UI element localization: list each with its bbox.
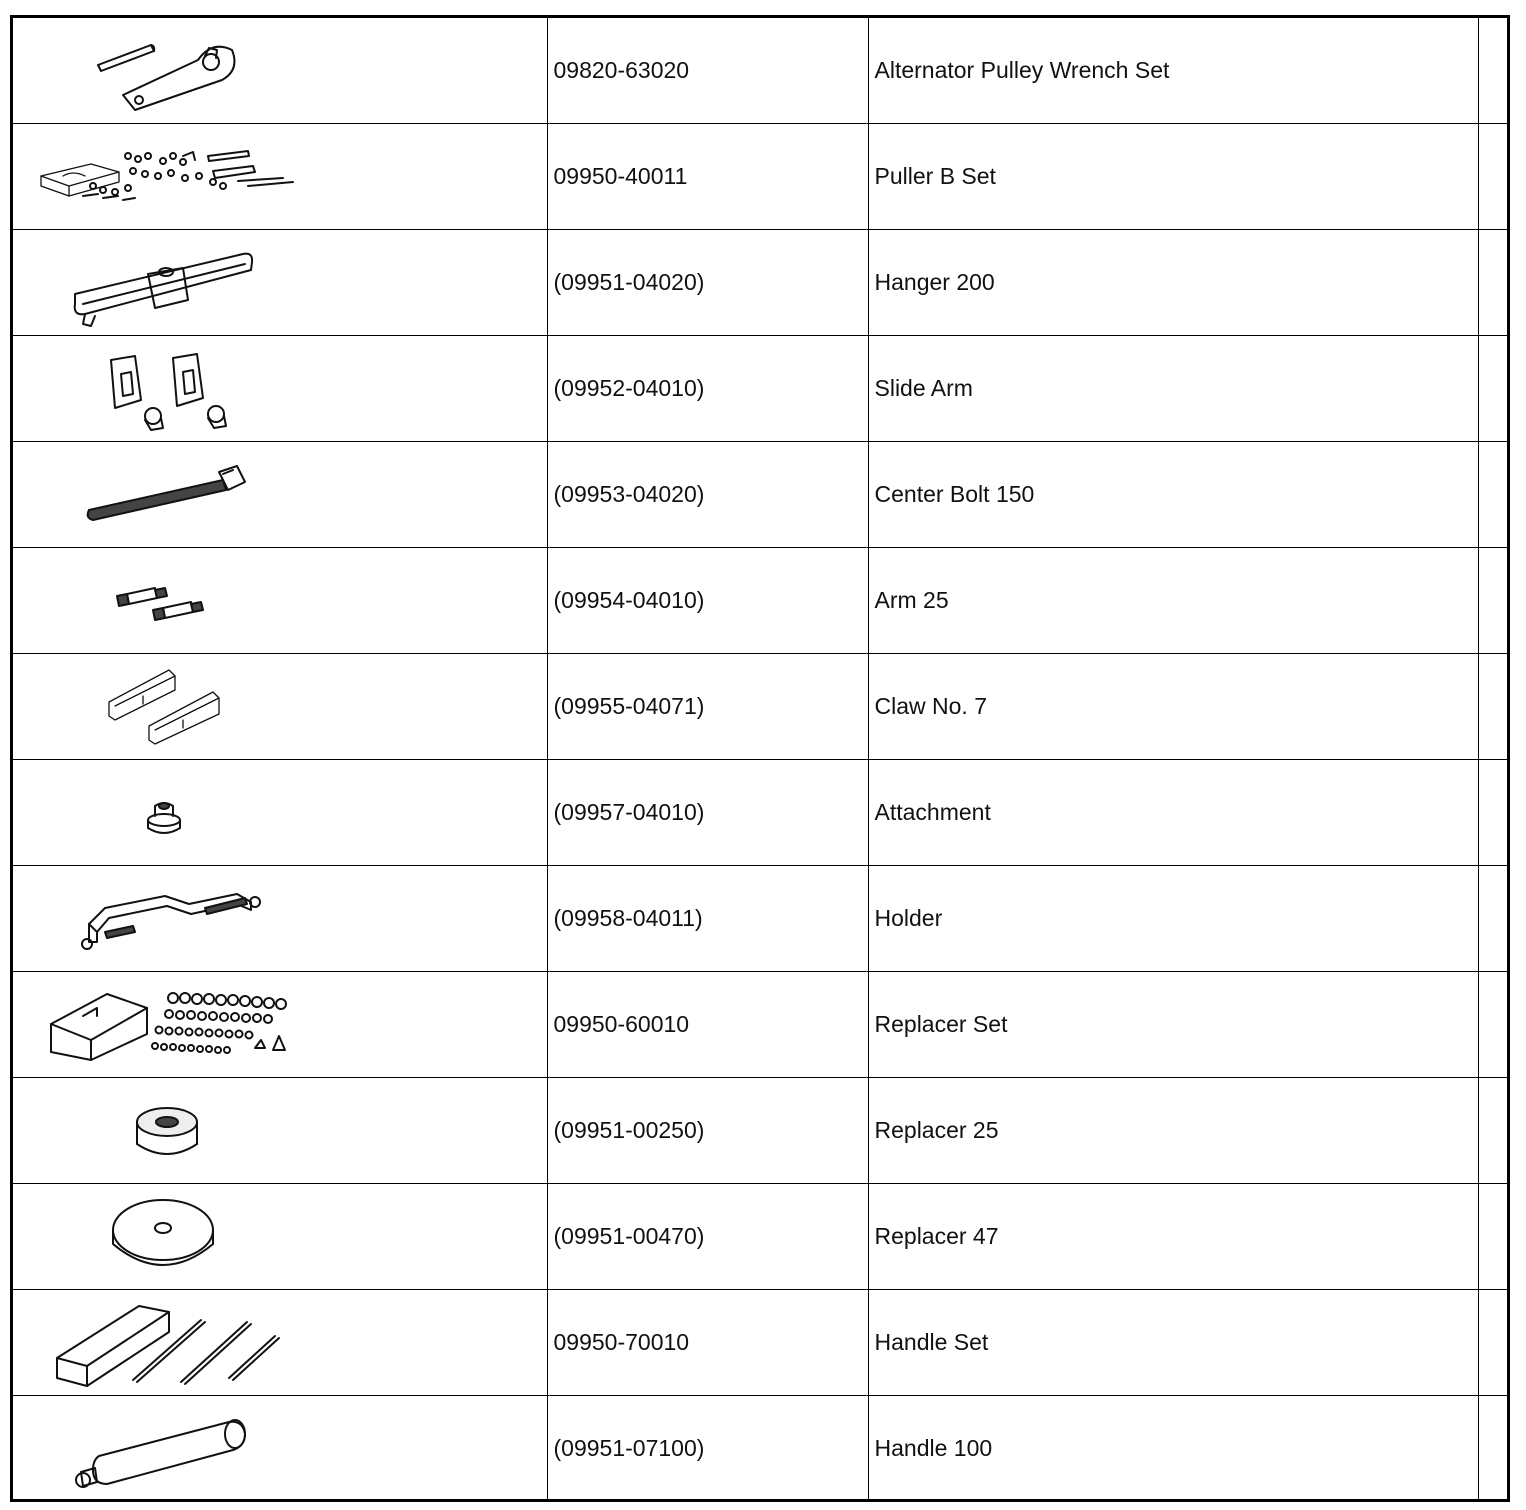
tool-illustration-cell	[13, 1396, 547, 1502]
part-number: (09952-04010)	[547, 336, 868, 442]
blank-cell	[1478, 230, 1510, 336]
tool-table-frame	[10, 15, 1510, 1502]
blank-cell	[1478, 1184, 1510, 1290]
arm-icon	[23, 550, 323, 650]
claw-icon	[23, 656, 323, 756]
table-row	[13, 124, 1510, 230]
table-row	[13, 442, 1510, 548]
blank-cell	[1478, 442, 1510, 548]
tool-name: Attachment	[868, 760, 1478, 866]
tool-name: Puller B Set	[868, 124, 1478, 230]
tool-illustration-cell	[13, 760, 547, 866]
hanger-icon	[23, 232, 323, 332]
blank-cell	[1478, 1078, 1510, 1184]
tool-name: Alternator Pulley Wrench Set	[868, 18, 1478, 124]
part-number: (09955-04071)	[547, 654, 868, 760]
tool-illustration-cell	[13, 654, 547, 760]
replacer-25-icon	[23, 1080, 323, 1180]
blank-cell	[1478, 336, 1510, 442]
blank-cell	[1478, 972, 1510, 1078]
part-number: (09951-00250)	[547, 1078, 868, 1184]
tool-illustration-cell	[13, 972, 547, 1078]
tool-name: Replacer 47	[868, 1184, 1478, 1290]
tool-name: Arm 25	[868, 548, 1478, 654]
blank-cell	[1478, 1396, 1510, 1502]
special-tools-table	[13, 18, 1510, 1501]
tool-illustration-cell	[13, 336, 547, 442]
tool-name: Replacer Set	[868, 972, 1478, 1078]
part-number: (09951-07100)	[547, 1396, 868, 1502]
table-row	[13, 866, 1510, 972]
part-number: (09957-04010)	[547, 760, 868, 866]
table-row	[13, 654, 1510, 760]
tool-illustration-cell	[13, 548, 547, 654]
part-number: 09950-70010	[547, 1290, 868, 1396]
blank-cell	[1478, 548, 1510, 654]
part-number: 09950-60010	[547, 972, 868, 1078]
table-row	[13, 548, 1510, 654]
tool-name: Handle 100	[868, 1396, 1478, 1502]
table-row	[13, 1078, 1510, 1184]
part-number: (09958-04011)	[547, 866, 868, 972]
part-number: (09951-04020)	[547, 230, 868, 336]
table-row	[13, 1396, 1510, 1502]
attachment-icon	[23, 762, 323, 862]
puller-b-set-icon	[23, 126, 323, 226]
alternator-pulley-wrench-icon	[23, 20, 323, 120]
tool-illustration-cell	[13, 1290, 547, 1396]
blank-cell	[1478, 1290, 1510, 1396]
holder-icon	[23, 868, 323, 968]
part-number: (09954-04010)	[547, 548, 868, 654]
slide-arm-icon	[23, 338, 323, 438]
table-row	[13, 1290, 1510, 1396]
part-number: 09950-40011	[547, 124, 868, 230]
blank-cell	[1478, 18, 1510, 124]
handle-icon	[23, 1398, 323, 1498]
tool-name: Replacer 25	[868, 1078, 1478, 1184]
handle-set-icon	[23, 1292, 323, 1392]
tool-name: Hanger 200	[868, 230, 1478, 336]
part-number: (09953-04020)	[547, 442, 868, 548]
center-bolt-icon	[23, 444, 323, 544]
replacer-47-icon	[23, 1186, 323, 1286]
replacer-set-icon	[23, 974, 323, 1074]
blank-cell	[1478, 654, 1510, 760]
tool-illustration-cell	[13, 1078, 547, 1184]
tool-illustration-cell	[13, 230, 547, 336]
tool-illustration-cell	[13, 18, 547, 124]
tool-name: Claw No. 7	[868, 654, 1478, 760]
tool-illustration-cell	[13, 866, 547, 972]
table-row	[13, 336, 1510, 442]
table-row	[13, 760, 1510, 866]
tool-name: Handle Set	[868, 1290, 1478, 1396]
table-row	[13, 1184, 1510, 1290]
part-number: (09951-00470)	[547, 1184, 868, 1290]
part-number: 09820-63020	[547, 18, 868, 124]
blank-cell	[1478, 760, 1510, 866]
table-row	[13, 18, 1510, 124]
table-row	[13, 230, 1510, 336]
table-row	[13, 972, 1510, 1078]
tool-name: Slide Arm	[868, 336, 1478, 442]
tool-name: Center Bolt 150	[868, 442, 1478, 548]
tool-illustration-cell	[13, 442, 547, 548]
blank-cell	[1478, 124, 1510, 230]
blank-cell	[1478, 866, 1510, 972]
tool-name: Holder	[868, 866, 1478, 972]
tool-illustration-cell	[13, 124, 547, 230]
tool-illustration-cell	[13, 1184, 547, 1290]
